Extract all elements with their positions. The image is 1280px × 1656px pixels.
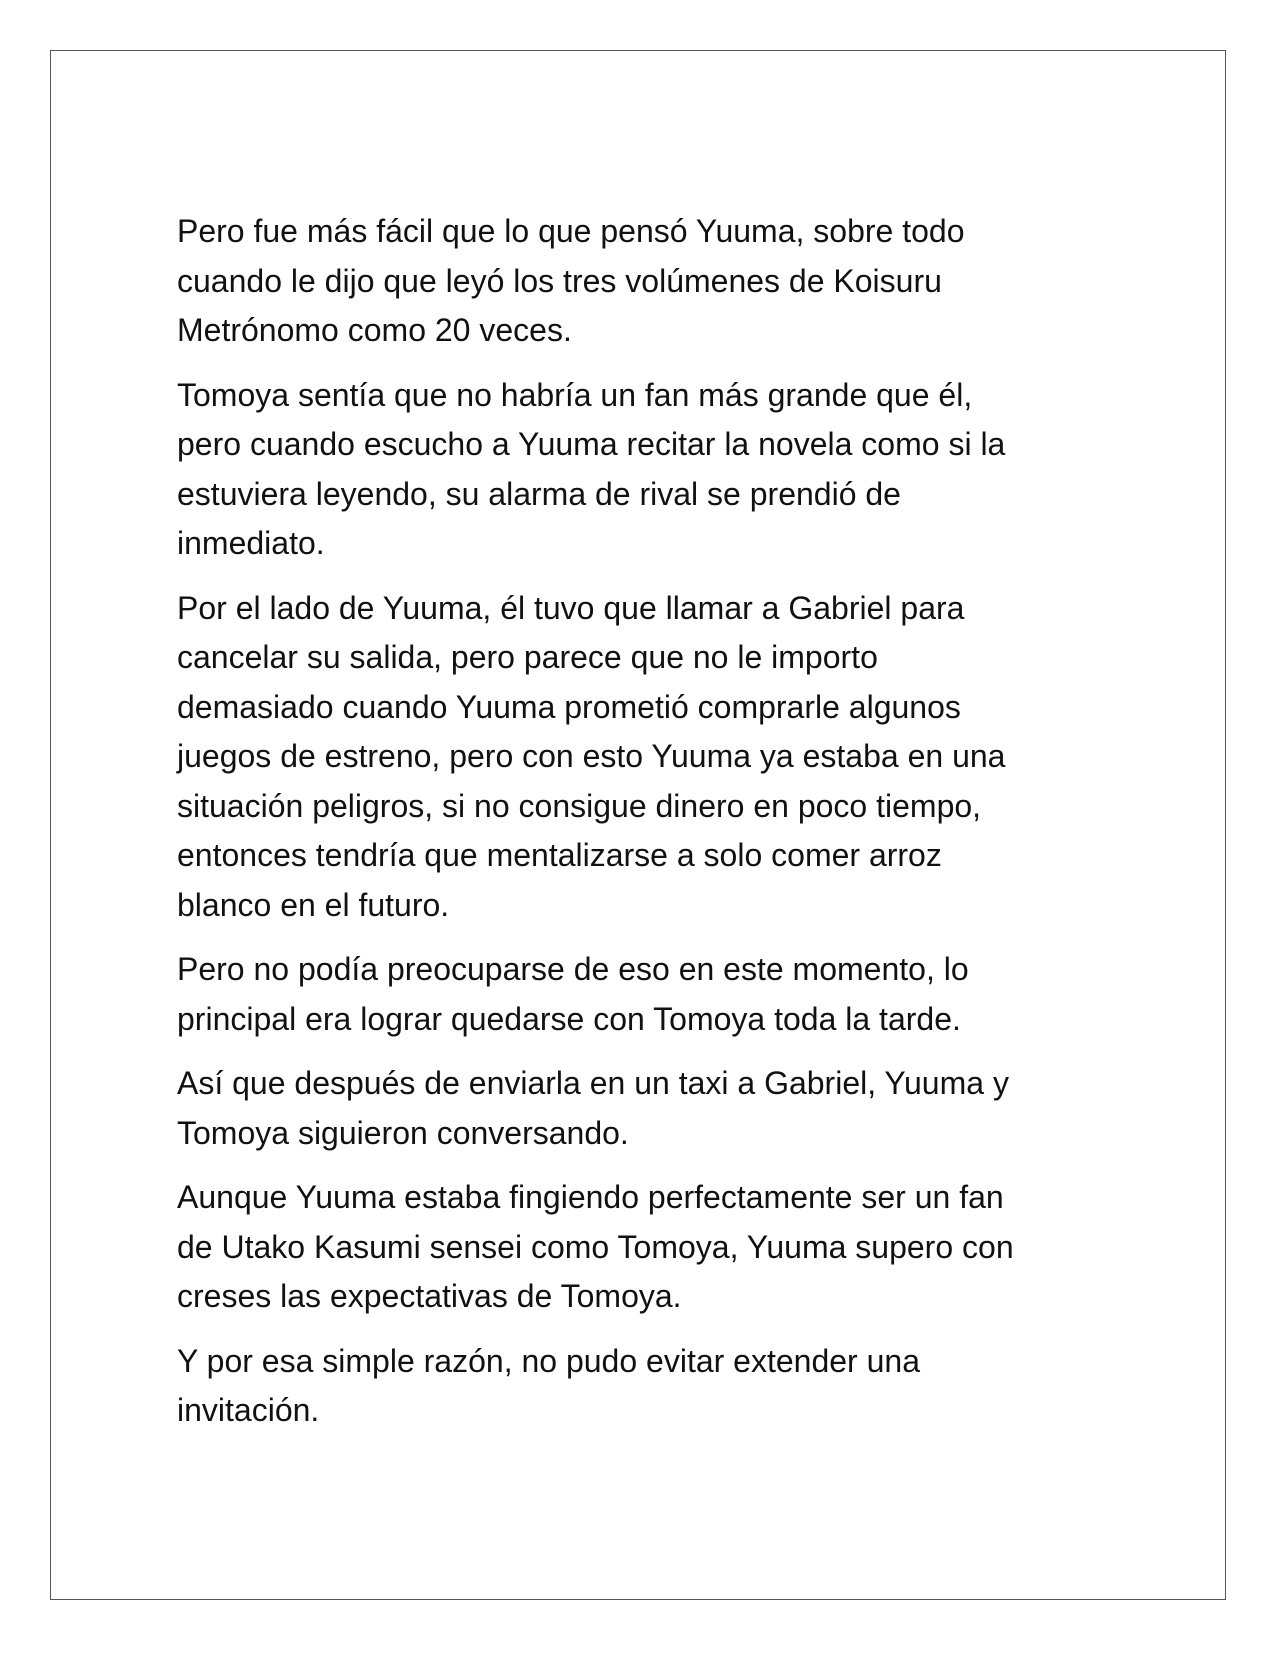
text-line: Por el lado de Yuuma, él tuvo que llamar a Gabriel para — [177, 589, 965, 626]
paragraph-5 — [177, 1059, 1077, 1158]
text-line: Tomoya sentía que no habría un fan más grande que él, — [177, 376, 973, 413]
text-line: Tomoya siguieron conversando. — [177, 1114, 629, 1151]
paragraph-1 — [177, 207, 1077, 356]
text-line: de Utako Kasumi sensei como Tomoya, Yuuma supero con — [177, 1228, 1014, 1265]
text-line: entonces tendría que mentalizarse a solo comer arroz — [177, 837, 942, 873]
text-line: demasiado cuando Yuuma prometió comprarle algunos — [177, 688, 961, 725]
text-line: Pero no podía preocuparse de eso en este momento, lo — [177, 951, 969, 987]
text-line: invitación. — [177, 1392, 320, 1428]
text-line: creses las expectativas de Tomoya. — [177, 1278, 682, 1314]
text-line: situación peligros, si no consigue dinero en poco tiempo, — [177, 787, 982, 824]
text-line: pero cuando escucho a Yuuma recitar la novela como si la — [177, 426, 1006, 462]
paragraph-3 — [177, 584, 1077, 931]
text-line: Aunque Yuuma estaba fingiendo perfectamente ser un fan — [177, 1179, 1004, 1215]
paragraph-4 — [177, 945, 1077, 1044]
paragraph-7 — [177, 1337, 1077, 1436]
text-line: inmediato. — [177, 525, 325, 561]
text-line: Metrónomo como 20 veces. — [177, 312, 572, 348]
text-line: cuando le dijo que leyó los tres volúmenes de Koisuru — [177, 262, 942, 299]
text-line: Y por esa simple razón, no pudo evitar extender una — [177, 1342, 920, 1379]
document-body — [177, 207, 1077, 1451]
text-line: principal era lograr quedarse con Tomoya toda la tarde. — [177, 1000, 961, 1037]
text-line: Así que después de enviarla en un taxi a Gabriel, Yuuma y — [177, 1065, 1009, 1101]
text-line: Pero fue más fácil que lo que pensó Yuuma, sobre todo — [177, 213, 965, 249]
paragraph-2 — [177, 371, 1077, 569]
paragraph-6 — [177, 1173, 1077, 1322]
text-line: cancelar su salida, pero parece que no le importo — [177, 639, 878, 675]
text-line: estuviera leyendo, su alarma de rival se prendió de — [177, 475, 901, 512]
document-page — [50, 50, 1226, 1600]
text-line: blanco en el futuro. — [177, 886, 450, 923]
text-line: juegos de estreno, pero con esto Yuuma ya estaba en una — [177, 738, 1006, 774]
